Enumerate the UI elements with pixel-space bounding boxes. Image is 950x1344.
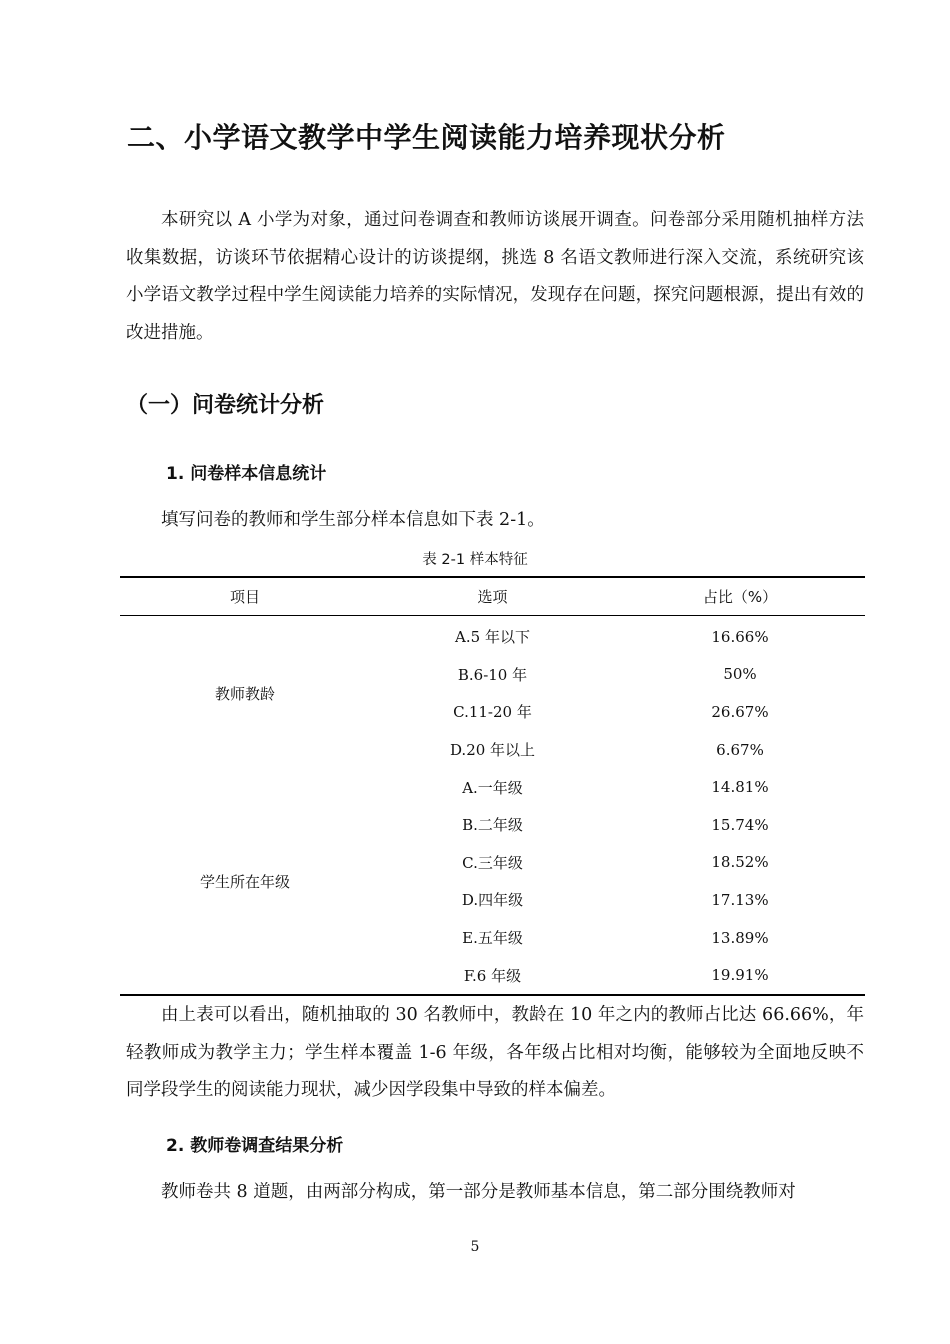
- analysis-paragraph: 由上表可以看出，随机抽取的 30 名教师中，教龄在 10 年之内的教师占比达 66.66%，年轻教师成为教学主力；学生样本覆盖 1-6 年级，各年级占比相对均衡，能够较为全面地反映不同学段学生的阅读能力现状，减少因学段集中导致的样本偏差。: [126, 1005, 864, 1100]
- option-cell: D.四年级: [461, 891, 524, 910]
- header-percent: 占比（%）: [615, 577, 865, 616]
- option-cell: C.11-20 年: [453, 703, 532, 722]
- header-item: 项目: [120, 577, 370, 616]
- option-cell: F.6 年级: [463, 966, 522, 985]
- percent-cell: 15.74%: [711, 815, 769, 834]
- percent-cell: 50%: [723, 665, 757, 684]
- option-cell: D.20 年以上: [449, 741, 536, 760]
- header-option: 选项: [370, 577, 615, 616]
- table-header-row: [120, 577, 865, 616]
- percent-cell: 17.13%: [711, 890, 769, 909]
- table-caption: 表 2-1 样本特征: [422, 552, 528, 568]
- category-teacher-seniority: 教师教龄: [214, 684, 275, 703]
- percent-cell: 16.66%: [711, 627, 769, 646]
- percent-cell: 19.91%: [711, 966, 769, 985]
- percent-cell: 18.52%: [711, 853, 769, 872]
- percent-cell: 13.89%: [711, 928, 769, 947]
- page-number: 5: [470, 1239, 480, 1255]
- option-cell: E.五年级: [462, 929, 523, 948]
- percent-cell: 14.81%: [711, 778, 769, 797]
- section-title: 二、小学语文教学中学生阅读能力培养现状分析: [127, 121, 726, 154]
- item1-title: 1. 问卷样本信息统计: [166, 464, 327, 484]
- option-cell: B.二年级: [462, 816, 523, 835]
- item2-title: 2. 教师卷调查结果分析: [166, 1136, 344, 1156]
- option-cell: A.5 年以下: [455, 628, 530, 647]
- category-student-grade: 学生所在年级: [199, 872, 290, 891]
- item2-paragraph: 教师卷共 8 道题，由两部分构成，第一部分是教师基本信息，第二部分围绕教师对: [161, 1182, 796, 1202]
- option-cell: A.一年级: [462, 778, 523, 797]
- sample-table: [120, 576, 865, 996]
- table-row: [120, 768, 865, 806]
- item1-paragraph: 填写问卷的教师和学生部分样本信息如下表 2-1。: [161, 510, 545, 530]
- option-cell: C.三年级: [462, 853, 523, 872]
- intro-paragraph: 本研究以 A 小学为对象，通过问卷调查和教师访谈展开调查。问卷部分采用随机抽样方法收集数据，访谈环节依据精心设计的访谈提纲，挑选 8 名语文教师进行深入交流，系统研究该小学语文教学过程中学生阅读能力培养的实际情况，发现存在问题，探究问题根源，提出有效的改进措施。: [126, 210, 864, 343]
- option-cell: B.6-10 年: [457, 665, 528, 684]
- percent-cell: 26.67%: [711, 702, 769, 721]
- percent-cell: 6.67%: [716, 740, 764, 759]
- table-row: [120, 616, 865, 656]
- subsection-title: （一）问卷统计分析: [126, 393, 325, 418]
